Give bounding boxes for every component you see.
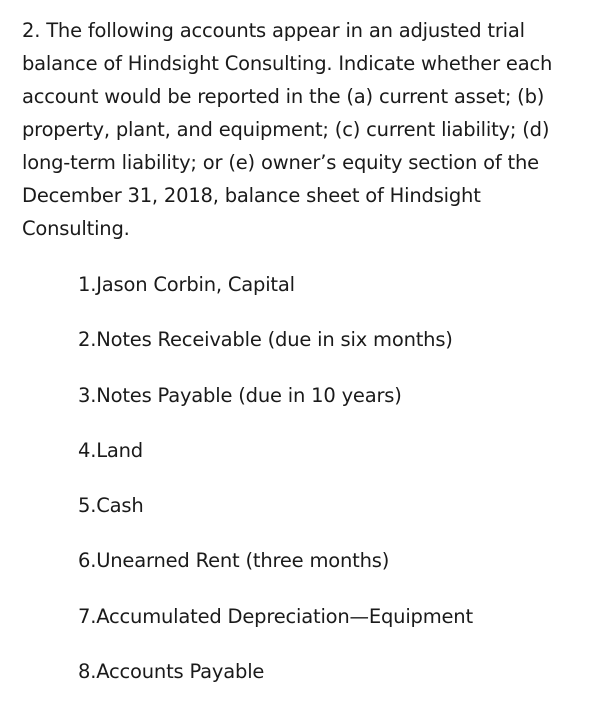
question-text: 2. The following accounts appear in an adjusted trial balance of Hindsight Consulting. Indicate whether each account would be reported in the (a) current asset; (b) property, plant, and equipment; (c) current liability; (d) long-term liability; or (e) owner’s equity section of the December 31, 2018, balance sheet of Hindsight Consulting. [22, 19, 553, 240]
account-item: 1.Jason Corbin, Capital [78, 273, 295, 296]
account-item: 2.Notes Receivable (due in six months) [78, 328, 453, 352]
account-item: 8.Accounts Payable [78, 660, 265, 684]
account-item: 7.Accumulated Depreciation—Equipment [78, 604, 473, 628]
account-item: 6.Unearned Rent (three months) [78, 549, 390, 573]
account-item: 5.Cash [78, 494, 144, 518]
account-list [78, 268, 473, 710]
account-item: 3.Notes Payable (due in 10 years) [78, 383, 402, 407]
account-item: 4.Land [78, 438, 143, 462]
